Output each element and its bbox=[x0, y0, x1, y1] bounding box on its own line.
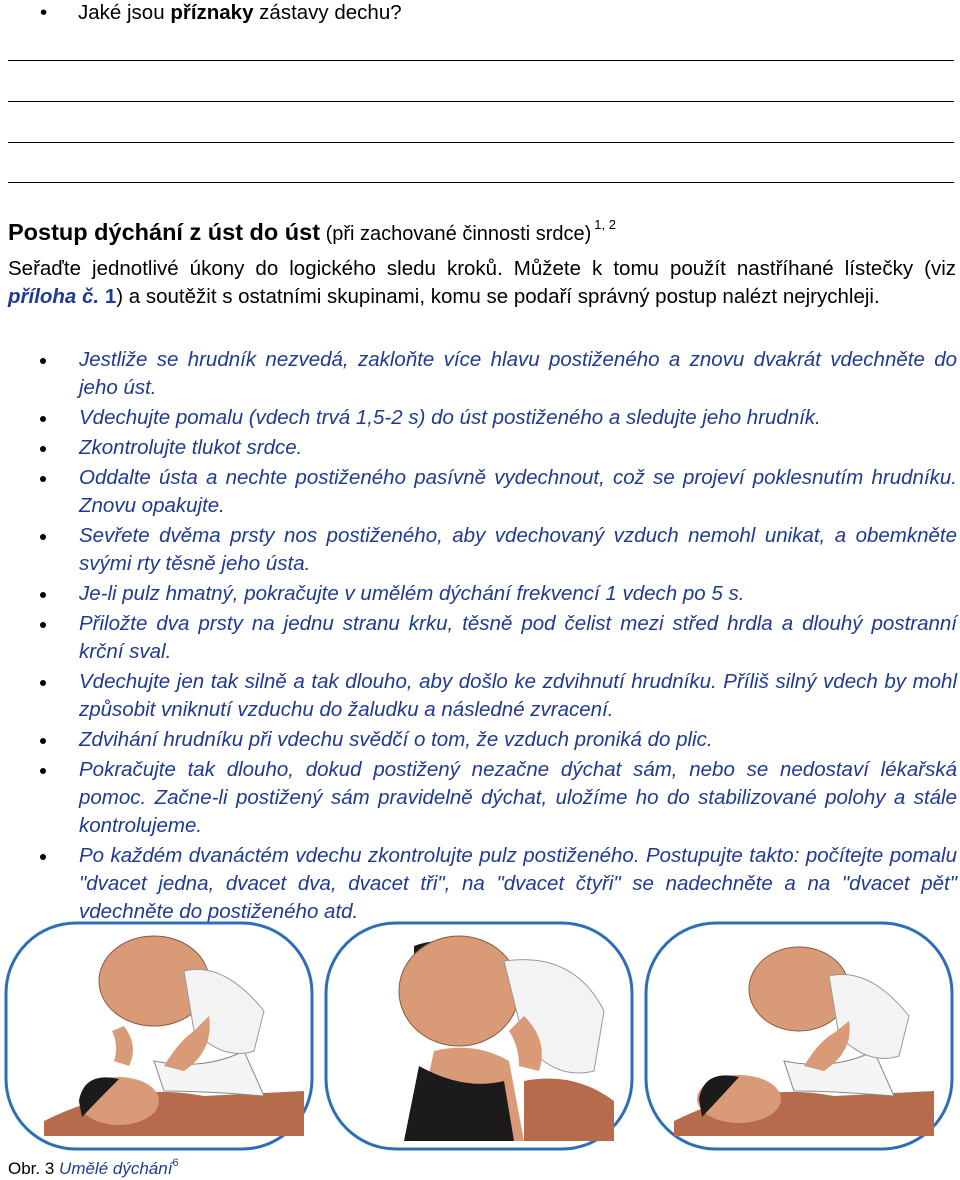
list-item: Zdvihání hrudníku při vdechu svědčí o tom, že vzduch proniká do plic. bbox=[0, 726, 957, 754]
list-item: Pokračujte tak dlouho, dokud postižený nezačne dýchat sám, nebo se nedostaví lékařská pomoc. Začne-li postižený sám pravidelně dýchat, uložíme ho do stabilizované polohy a stále kontrolujeme. bbox=[0, 756, 957, 840]
bullet-icon: • bbox=[40, 1, 48, 24]
answer-line bbox=[8, 60, 954, 61]
bullet-icon bbox=[40, 476, 46, 482]
list-item: Je-li pulz hmatný, pokračujte v umělém dýchání frekvencí 1 vdech po 5 s. bbox=[0, 580, 957, 608]
list-item: Vdechujte jen tak silně a tak dlouho, aby došlo ke zdvihnutí hrudníku. Příliš silný vdech by mohl způsobit vniknutí vzduchu do žaludku a následné zvracení. bbox=[0, 668, 957, 724]
appendix-ref: příloha č. bbox=[8, 285, 100, 308]
question-text: Jaké jsou příznaky zástavy dechu? bbox=[78, 1, 402, 24]
steps-list bbox=[0, 346, 960, 928]
list-item: Vdechujte pomalu (vdech trvá 1,5-2 s) do úst postiženého a sledujte jeho hrudník. bbox=[0, 404, 957, 432]
heading-paren: (při zachované činnosti srdce) bbox=[320, 223, 592, 245]
bullet-icon bbox=[40, 446, 46, 452]
answer-line bbox=[8, 101, 954, 102]
list-item: Oddalte ústa a nechte postiženého pasívně vydechnout, což se projeví poklesnutím hrudníku. Znovu opakujte. bbox=[0, 464, 957, 520]
figure-pulse-check bbox=[324, 921, 634, 1151]
bullet-icon bbox=[40, 854, 46, 860]
answer-line bbox=[8, 182, 954, 183]
mouth-to-mouth-illustration-icon bbox=[4, 921, 314, 1151]
bullet-icon bbox=[40, 592, 46, 598]
list-item: Jestliže se hrudník nezvedá, zakloňte více hlavu postiženého a znovu dvakrát vdechněte do jeho úst. bbox=[0, 346, 957, 402]
bullet-icon bbox=[40, 680, 46, 686]
caption-sup: 6 bbox=[172, 1157, 179, 1169]
figure-mouth-to-mouth-1 bbox=[4, 921, 314, 1151]
bullet-icon bbox=[40, 768, 46, 774]
intro-paragraph: Seřaďte jednotlivé úkony do logického sledu kroků. Můžete k tomu použít nastříhané lístečky (viz příloha č. 1) a soutěžit s ostatními skupinami, komu se podaří správný postup nalézt nejrychleji. bbox=[8, 257, 956, 308]
question-bold: příznaky bbox=[170, 1, 254, 24]
bullet-icon bbox=[40, 416, 46, 422]
list-item: Sevřete dvěma prsty nos postiženého, aby vdechovaný vzduch nemohl unikat, a obemkněte svými rty těsně jeho ústa. bbox=[0, 522, 957, 578]
answer-line bbox=[8, 142, 954, 143]
mouth-to-mouth-illustration-icon bbox=[644, 921, 954, 1151]
bullet-icon bbox=[40, 534, 46, 540]
list-item: Přiložte dva prsty na jednu stranu krku, těsně pod čelist mezi střed hrdla a dlouhý postranní krční sval. bbox=[0, 610, 957, 666]
figure-caption bbox=[8, 1152, 179, 1180]
section-heading bbox=[8, 209, 616, 250]
figure-mouth-to-mouth-2 bbox=[644, 921, 954, 1151]
list-item: Po každém dvanáctém vdechu zkontrolujte pulz postiženého. Postupujte takto: počítejte pomalu "dvacet jedna, dvacet dva, dvacet tři", na "dvacet čtyři" se nadechněte a na "dvacet pět" vdechněte do postiženého atd. bbox=[0, 842, 957, 926]
heading-title: Postup dýchání z úst do úst bbox=[8, 219, 321, 245]
bullet-icon bbox=[40, 358, 46, 364]
caption-label: Obr. 3 bbox=[8, 1159, 55, 1178]
bullet-icon bbox=[40, 622, 46, 628]
bullet-icon bbox=[40, 738, 46, 744]
list-item: Zkontrolujte tlukot srdce. bbox=[0, 434, 957, 462]
caption-text: Umělé dýchání bbox=[54, 1159, 173, 1178]
appendix-num: 1 bbox=[99, 285, 117, 308]
pulse-check-illustration-icon bbox=[324, 921, 634, 1151]
heading-sup: 1, 2 bbox=[594, 217, 616, 232]
